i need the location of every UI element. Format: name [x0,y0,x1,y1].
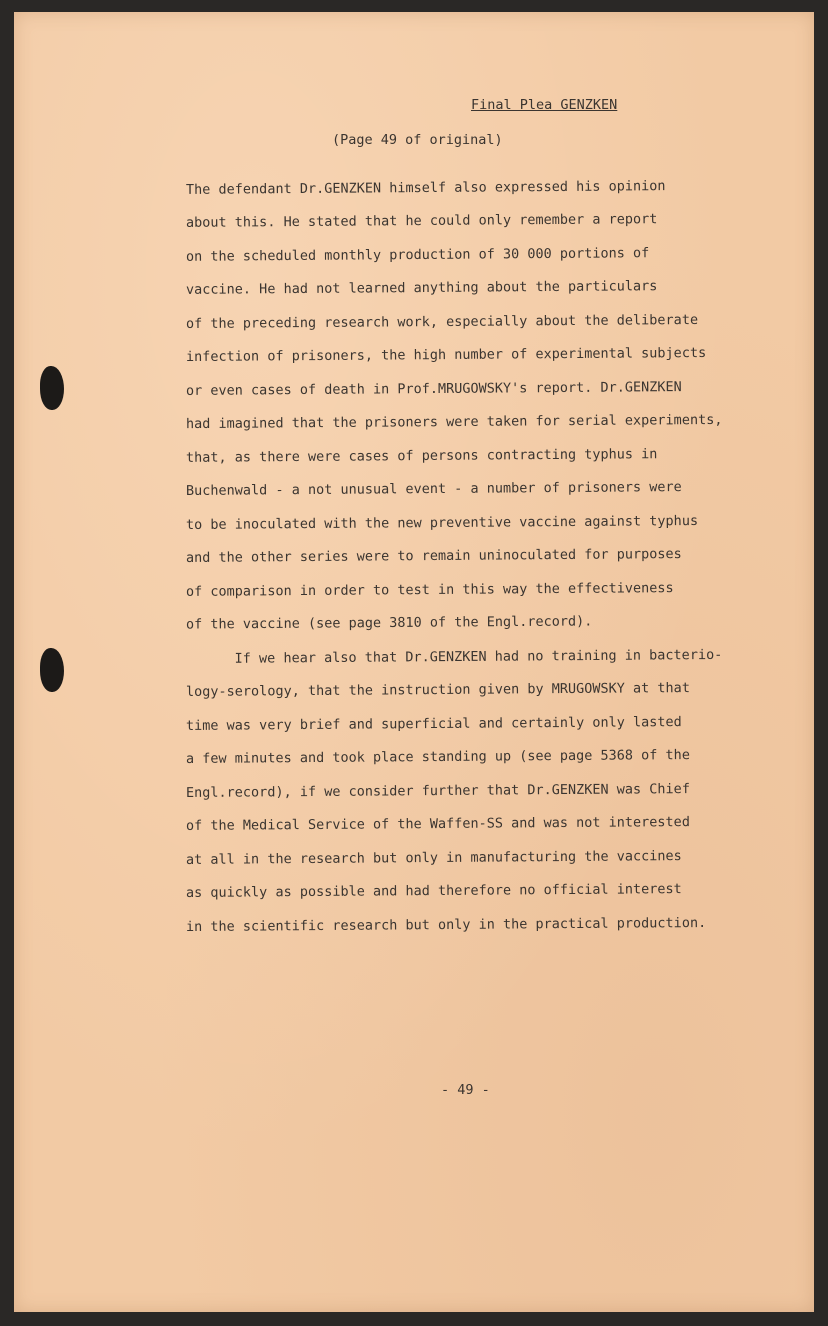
paragraph-line: at all in the research but only in manufacturing the vaccines [185,848,682,868]
paragraph-line: vaccine. He had not learned anything about the particulars [185,278,658,298]
paragraph-line: and the other series were to remain uninoculated for purposes [185,546,682,566]
paragraph-line: If we hear also that Dr.GENZKEN had no training in bacterio- [193,646,723,668]
paragraph-line: had imagined that the prisoners were taken for serial experiments, [185,411,723,433]
header-title: Final Plea GENZKEN [471,97,618,113]
paragraph-line: to be inoculated with the new preventive vaccine against typhus [185,512,699,534]
paragraph-line: of the Medical Service of the Waffen-SS and was not interested [185,814,690,834]
document-page [14,12,814,1312]
paragraph-line: infection of prisoners, the high number of experimental subjects [185,344,707,366]
paragraph-line: logy-serology, that the instruction given by MRUGOWSKY at that [185,680,690,700]
paragraph-line: or even cases of death in Prof.MRUGOWSKY's report. Dr.GENZKEN [185,379,682,399]
paragraph-line: of the preceding research work, especially about the deliberate [185,311,699,333]
paragraph-line: that, as there were cases of persons contracting typhus in [185,446,658,466]
paragraph-line: Buchenwald - a not unusual event - a number of prisoners were [185,479,682,499]
paragraph-line: The defendant Dr.GENZKEN himself also expressed his opinion [185,178,666,198]
page-number: - 49 - [441,1082,490,1098]
paragraph-line: Engl.record), if we consider further that Dr.GENZKEN was Chief [185,781,690,801]
paragraph-line: of the vaccine (see page 3810 of the Engl.record). [185,613,593,633]
punch-hole-bottom [40,648,64,692]
paragraph-line: of comparison in order to test in this way the effectiveness [185,580,674,600]
paragraph-line: about this. He stated that he could only remember a report [185,211,658,231]
page-reference: (Page 49 of original) [332,132,503,148]
punch-hole-top [40,366,64,410]
paragraph-line: as quickly as possible and had therefore no official interest [185,881,682,901]
paragraph-line: in the scientific research but only in the practical production. [185,914,707,936]
paragraph-line: a few minutes and took place standing up (see page 5368 of the [185,747,690,767]
paragraph-line: on the scheduled monthly production of 30 000 portions of [185,245,650,265]
paragraph-line: time was very brief and superficial and certainly only lasted [185,714,682,734]
